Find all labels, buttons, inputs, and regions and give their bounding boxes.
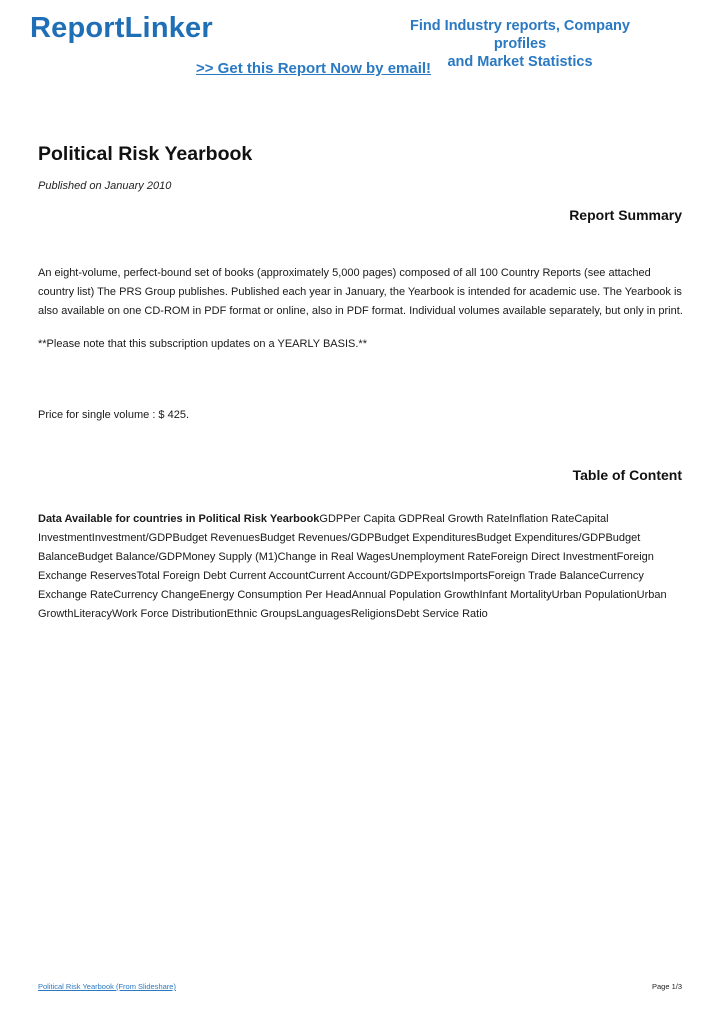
published-date: Published on January 2010 — [38, 180, 172, 192]
get-report-email-link[interactable]: >> Get this Report Now by email! — [196, 60, 432, 77]
tagline-line-2: and Market Statistics — [447, 54, 593, 70]
tagline-line-1: Find Industry reports, Company profiles — [410, 18, 630, 52]
toc-items-text: GDPPer Capita GDPReal Growth RateInflation RateCapital InvestmentInvestment/GDPBudget RevenuesBudget Revenues/GDPBudget ExpendituresBudget Expenditures/GDPBudget BalanceBudget Balance/GDPMoney Supply (M1)Change in Real WagesUnemployment RateForeign Direct InvestmentForeign Exchange ReservesTotal Foreign Debt Current AccountCurrent Account/GDPExportsImportsForeign Trade BalanceCurrency Exchange RateCurrency ChangeEnergy Consumption Per HeadAnnual Population GrowthInfant MortalityUrban PopulationUrban GrowthLiteracyWork Force DistributionEthnic GroupsLanguagesReligionsDebt Service Ratio — [38, 513, 667, 620]
page-number: Page 1/3 — [651, 982, 682, 991]
summary-paragraph: An eight-volume, perfect-bound set of books (approximately 5,000 pages) composed of all 100 Country Reports (see attached country list) The PRS Group publishes. Published each year in January, the Yearbook is intended for academic use. The Yearbook is also available on one CD-ROM in PDF format or online, also in PDF format. Individual volumes available separately, but only in print. — [38, 267, 683, 317]
toc-body — [38, 510, 688, 624]
toc-lead: Data Available for countries in Political Risk Yearbook — [38, 513, 320, 525]
report-summary-heading: Report Summary — [569, 207, 682, 223]
reportlinker-logo[interactable]: ReportLinker — [30, 12, 213, 44]
price-text: Price for single volume : $ 425. — [38, 409, 190, 421]
subscription-note: **Please note that this subscription updates on a YEARLY BASIS.** — [38, 338, 367, 350]
table-of-content-heading: Table of Content — [572, 467, 682, 483]
page-title: Political Risk Yearbook — [38, 143, 253, 165]
footer-source-link[interactable]: Political Risk Yearbook (From Slideshare) — [38, 982, 176, 991]
